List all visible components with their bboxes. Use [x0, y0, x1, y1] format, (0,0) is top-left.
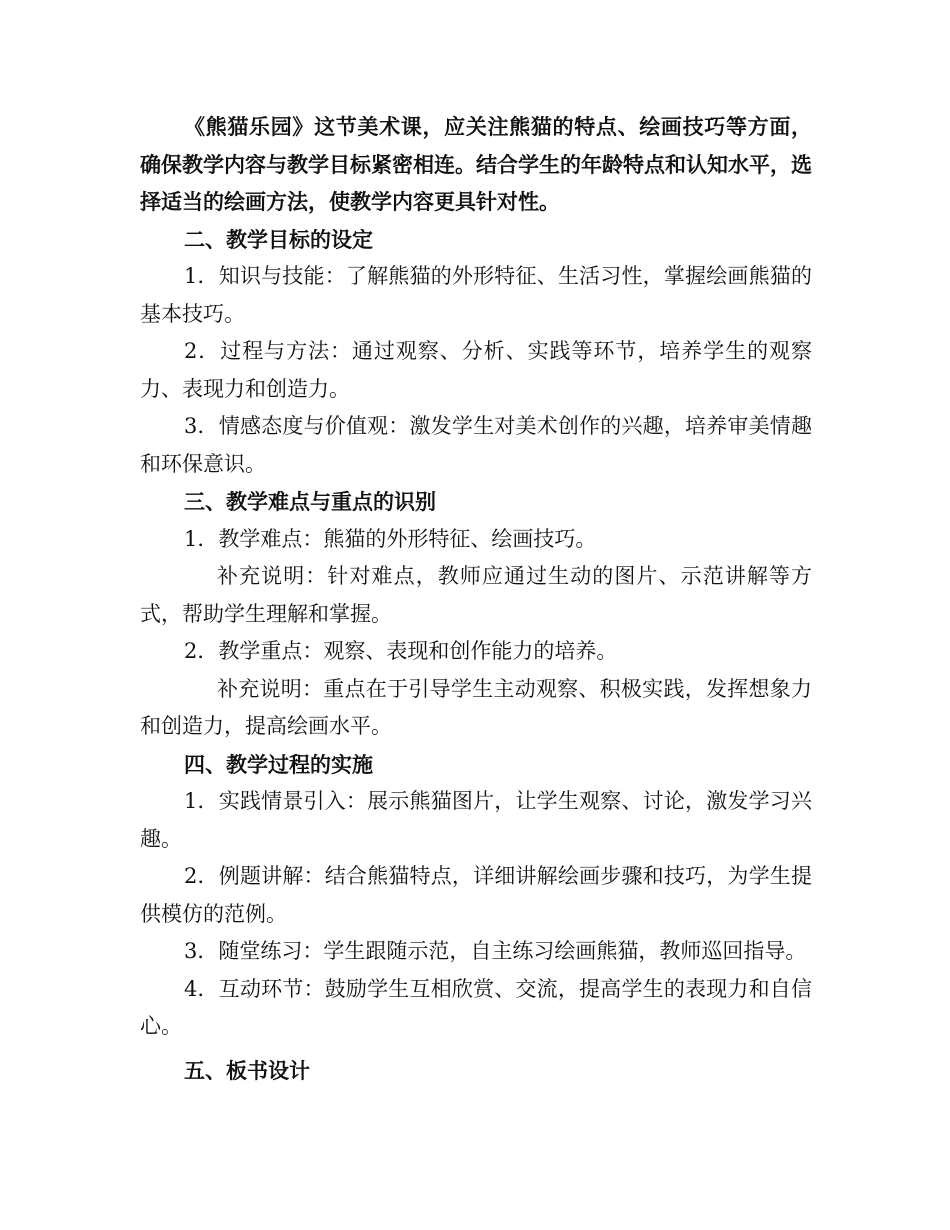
keypoint-note: 补充说明：重点在于引导学生主动观察、积极实践，发挥想象力和创造力，提高绘画水平。	[140, 676, 812, 738]
section-heading-difficulties: 三、教学难点与重点的识别	[184, 489, 436, 514]
objective-item-1: 1．知识与技能：了解熊猫的外形特征、生活习性，掌握绘画熊猫的基本技巧。	[140, 264, 812, 326]
keypoint-item: 2．教学重点：观察、表现和创作能力的培养。	[184, 639, 618, 663]
objective-item-2: 2．过程与方法：通过观察、分析、实践等环节，培养学生的观察力、表现力和创造力。	[140, 339, 812, 401]
difficulty-note: 补充说明：针对难点，教师应通过生动的图片、示范讲解等方式，帮助学生理解和掌握。	[140, 564, 812, 626]
section-heading-objectives: 二、教学目标的设定	[184, 226, 373, 252]
process-item-4: 4．互动环节：鼓励学生互相欣赏、交流，提高学生的表现力和自信心。	[140, 976, 812, 1038]
section-heading-board-design: 五、板书设计	[184, 1057, 310, 1083]
process-item-2: 2．例题讲解：结合熊猫特点，详细讲解绘画步骤和技巧，为学生提供模仿的范例。	[140, 864, 812, 926]
process-item-3: 3．随堂练习：学生跟随示范，自主练习绘画熊猫，教师巡回指导。	[184, 939, 807, 963]
difficulty-item: 1．教学难点：熊猫的外形特征、绘画技巧。	[184, 526, 597, 551]
objective-item-3: 3．情感态度与价值观：激发学生对美术创作的兴趣，培养审美情趣和环保意识。	[140, 414, 812, 476]
intro-paragraph: 《熊猫乐园》这节美术课，应关注熊猫的特点、绘画技巧等方面，确保教学内容与教学目标紧密相连。结合学生的年龄特点和认知水平，选择适当的绘画方法，使教学内容更具针对性。	[140, 114, 812, 214]
section-heading-process: 四、教学过程的实施	[184, 751, 373, 777]
process-item-1: 1．实践情景引入：展示熊猫图片，让学生观察、讨论，激发学习兴趣。	[140, 789, 812, 851]
